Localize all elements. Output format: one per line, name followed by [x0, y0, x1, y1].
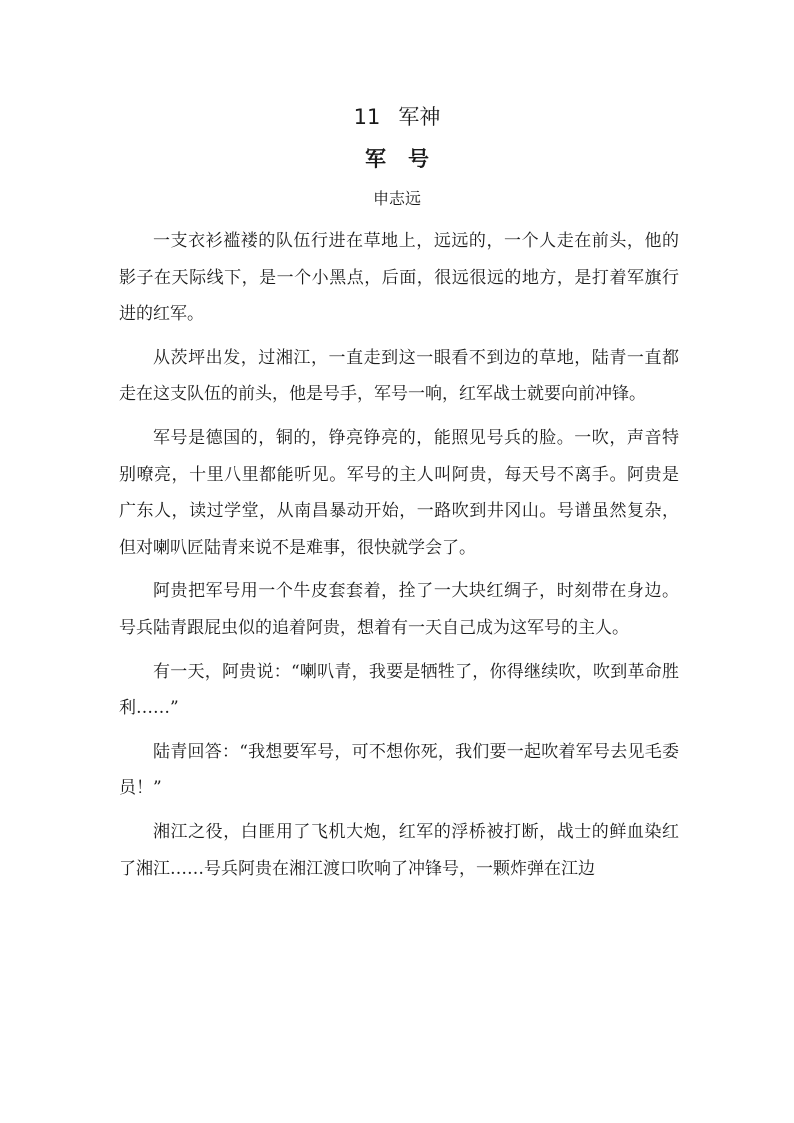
chapter-heading [0, 103, 794, 131]
paragraph: 湘江之役，白匪用了飞机大炮，红军的浮桥被打断，战士的鲜血染红了湘江……号兵阿贵在湘江渡口吹响了冲锋号，一颗炸弹在江边 [119, 821, 679, 879]
paragraph: 有一天，阿贵说：“喇叭青，我要是牺牲了，你得继续吹，吹到革命胜利……” [119, 661, 679, 719]
paragraph: 一支衣衫褴褛的队伍行进在草地上，远远的，一个人走在前头，他的影子在天际线下，是一个小黑点，后面，很远很远的地方，是打着军旗行进的红军。 [119, 231, 679, 325]
paragraph: 从茨坪出发，过湘江，一直走到这一眼看不到边的草地，陆青一直都走在这支队伍的前头，他是号手，军号一响，红军战士就要向前冲锋。 [119, 347, 679, 405]
chapter-title: 军神 [398, 105, 441, 129]
article-author: 申志远 [372, 189, 421, 208]
article-body [119, 223, 679, 894]
paragraph: 陆青回答：“我想要军号，可不想你死，我们要一起吹着军号去见毛委员！” [119, 741, 679, 799]
paragraph: 军号是德国的，铜的，铮亮铮亮的，能照见号兵的脸。一吹，声音特别嘹亮，十里八里都能听见。军号的主人叫阿贵，每天号不离手。阿贵是广东人，读过学堂，从南昌暴动开始，一路吹到井冈山。号谱虽然复杂，但对喇叭匠陆青来说不是难事，很快就学会了。 [119, 427, 679, 558]
paragraph: 阿贵把军号用一个牛皮套套着，拴了一大块红绸子，时刻带在身边。号兵陆青跟屁虫似的追着阿贵，想着有一天自己成为这军号的主人。 [119, 581, 679, 638]
chapter-number: 11 [353, 105, 381, 129]
article-title: 军号 [365, 147, 451, 171]
